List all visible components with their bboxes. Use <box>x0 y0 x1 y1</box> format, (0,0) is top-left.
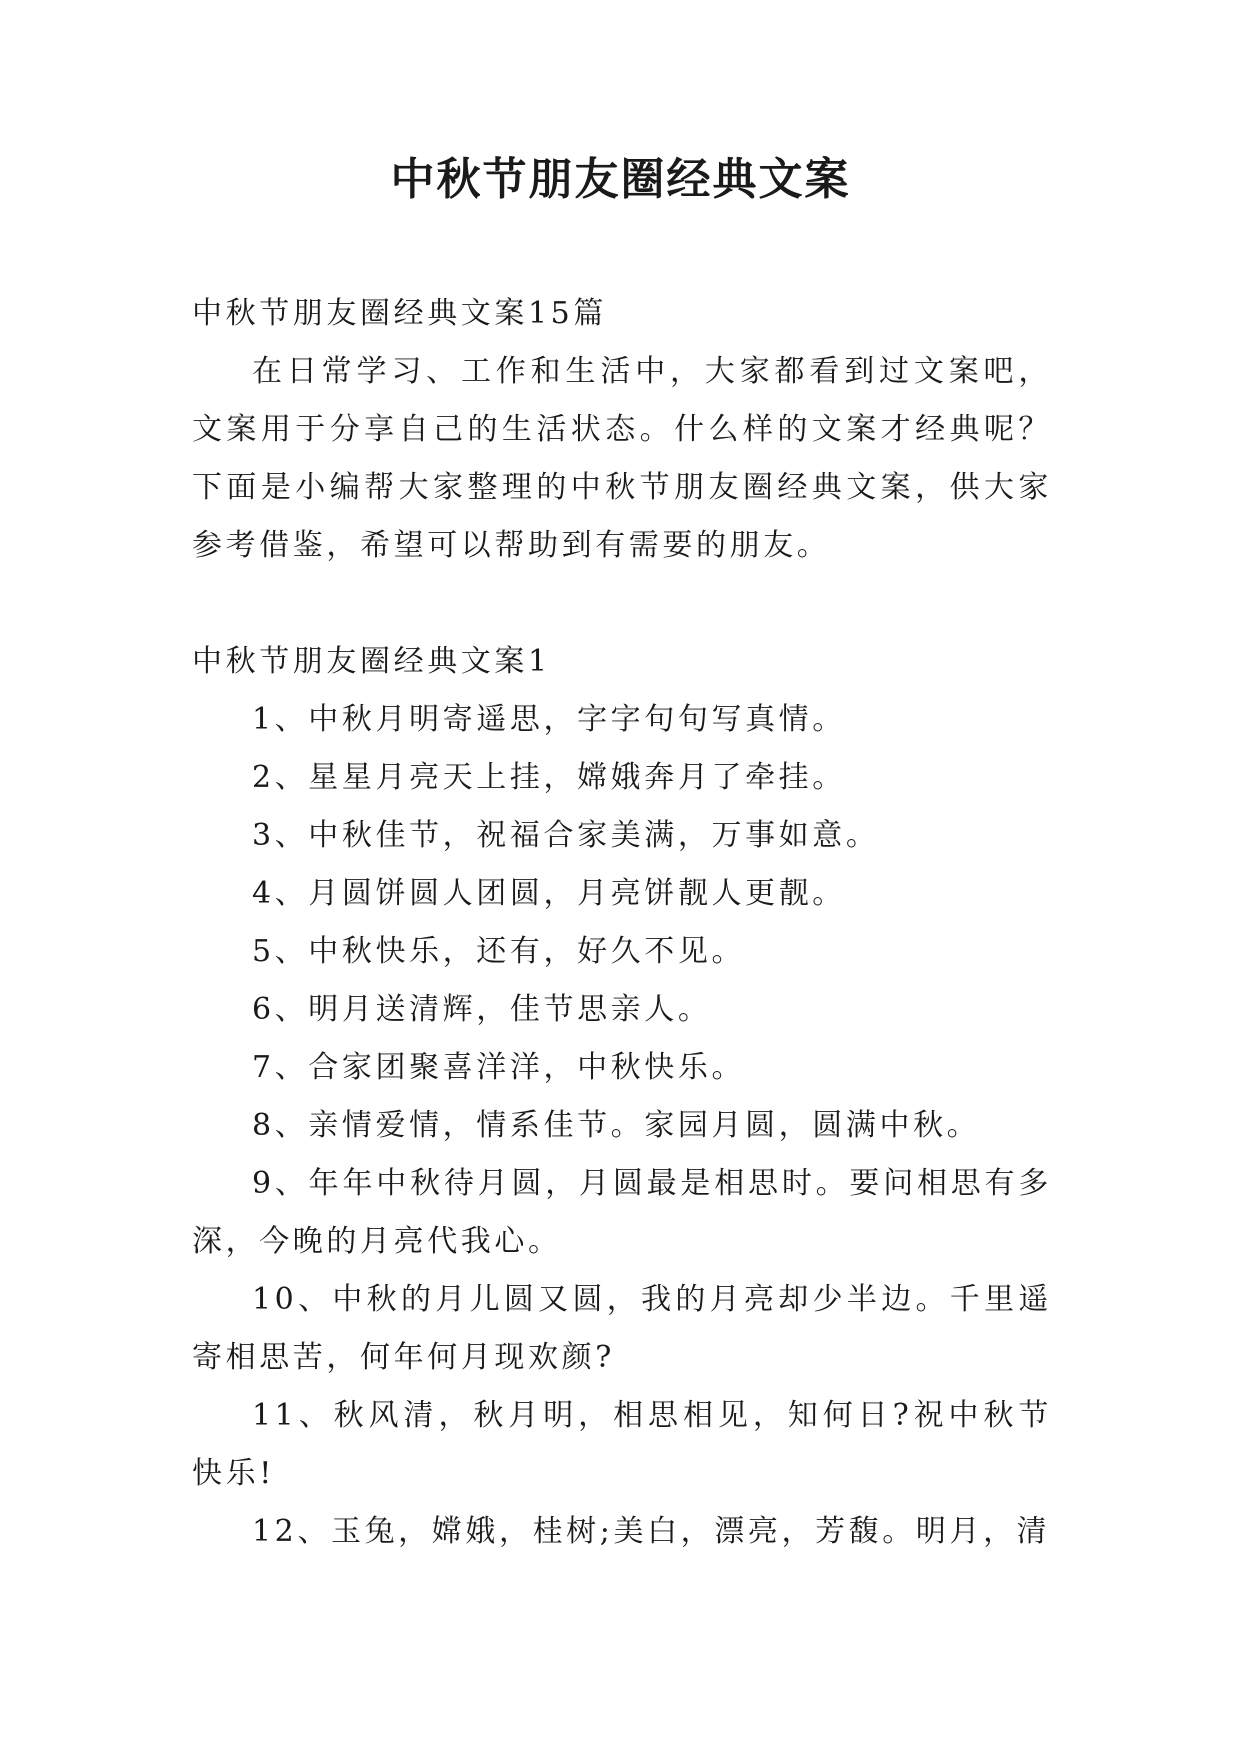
list-item: 8、亲情爱情，情系佳节。家园月圆，圆满中秋。 <box>252 1108 981 1143</box>
spacer <box>192 575 1052 633</box>
list-item: 7、合家团聚喜洋洋，中秋快乐。 <box>252 1050 746 1085</box>
section-heading: 中秋节朋友圈经典文案1 <box>192 644 551 679</box>
list-item: 12、玉兔，嫦娥，桂树;美白，漂亮，芳馥。明月，清 <box>252 1514 1051 1549</box>
list-item: 5、中秋快乐，还有，好久不见。 <box>252 934 746 969</box>
list-item: 4、月圆饼圆人团圆，月亮饼靓人更靓。 <box>252 876 846 911</box>
intro-paragraph: 在日常学习、工作和生活中，大家都看到过文案吧，文案用于分享自己的生活状态。什么样的文案才经典呢？下面是小编帮大家整理的中秋节朋友圈经典文案，供大家参考借鉴，希望可以帮助到有需要的朋友。 <box>192 354 1052 563</box>
list-item: 10、中秋的月儿圆又圆，我的月亮却少半边。千里遥寄相思苦，何年何月现欢颜? <box>192 1282 1052 1375</box>
document-title: 中秋节朋友圈经典文案 <box>390 154 851 205</box>
list-item: 11、秋风清，秋月明，相思相见，知何日?祝中秋节快乐! <box>192 1398 1052 1491</box>
list-item: 2、星星月亮天上挂，嫦娥奔月了牵挂。 <box>252 760 846 795</box>
document-body <box>192 285 1052 1561</box>
list-item: 1、中秋月明寄遥思，字字句句写真情。 <box>252 702 846 737</box>
list-item: 9、年年中秋待月圆，月圆最是相思时。要问相思有多深，今晚的月亮代我心。 <box>192 1166 1052 1259</box>
list-item: 3、中秋佳节，祝福合家美满，万事如意。 <box>252 818 880 853</box>
list-item: 6、明月送清辉，佳节思亲人。 <box>252 992 712 1027</box>
subtitle: 中秋节朋友圈经典文案15篇 <box>192 296 607 331</box>
